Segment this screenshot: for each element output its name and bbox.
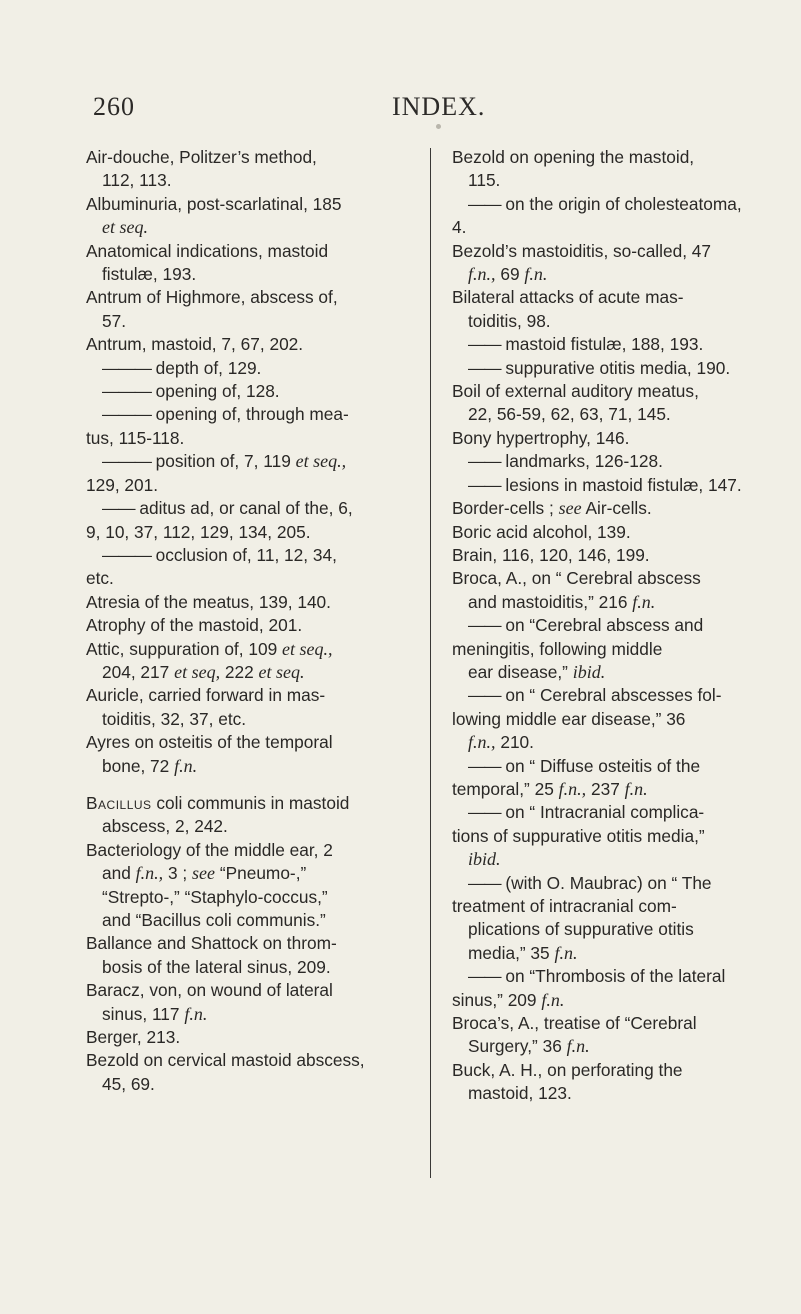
index-entry: Bezold’s mastoiditis, so-called, 47 f.n., 69 f.n. (452, 240, 712, 285)
index-subentry: —— aditus ad, or canal of the, 6, (102, 498, 353, 519)
index-entry: Bacteriology of the middle ear, 2 and f.n., 3 ; see “Pneumo-,” “Strepto-,” “Staphylo-coccus,” and “Bacillus coli communis.” (86, 839, 333, 930)
page-header (0, 92, 801, 128)
index-subentry-continuation: sinus,” 209 f.n. (452, 989, 565, 1010)
index-subentry: —— on “ Cerebral abscesses fol- (468, 685, 722, 706)
index-subentry: —— on “ Intracranial complica- (468, 802, 705, 823)
index-entry: Boric acid alcohol, 139. (452, 521, 631, 542)
index-subentry: —— on the origin of cholesteatoma, (468, 193, 742, 214)
index-subentry: ——— depth of, 129. (102, 357, 262, 378)
index-entry: Broca, A., on “ Cerebral abscess and mastoiditis,” 216 f.n. (452, 568, 701, 612)
index-entry: Bacillus coli communis in mastoid abscess, 2, 242. (86, 792, 350, 837)
index-entry: Anatomical indications, mastoid fistulæ, 193. (86, 240, 329, 285)
index-subentry-continuation: etc. (86, 568, 114, 589)
index-entry: Broca’s, A., treatise of “Cerebral Surgery,” 36 f.n. (452, 1013, 697, 1057)
index-subentry-continuation: 129, 201. (86, 474, 159, 495)
index-entry: Boil of external auditory meatus, 22, 56-59, 62, 63, 71, 145. (452, 381, 699, 425)
index-entry: Antrum, mastoid, 7, 67, 202. (86, 334, 304, 355)
running-head: INDEX. (392, 92, 486, 121)
index-entry: Berger, 213. (86, 1027, 181, 1048)
index-entry: Bony hypertrophy, 146. (452, 427, 630, 448)
index-subentry: —— lesions in mastoid fistulæ, 147. (468, 474, 742, 495)
index-entry: Ayres on osteitis of the temporal bone, 72 f.n. (86, 732, 333, 776)
index-entry: Ballance and Shattock on throm- bosis of the lateral sinus, 209. (86, 933, 337, 977)
index-subentry: —— mastoid fistulæ, 188, 193. (468, 334, 704, 355)
index-entry: Auricle, carried forward in mas- toiditis, 32, 37, etc. (86, 685, 326, 729)
index-entry: Border-cells ; see Air-cells. (452, 498, 652, 519)
index-subentry: —— suppurative otitis media, 190. (468, 357, 731, 378)
index-entry: Baracz, von, on wound of lateral sinus, 117 f.n. (86, 980, 333, 1024)
index-entry: Atrophy of the mastoid, 201. (86, 615, 303, 636)
index-subentry-continuation: meningitis, following middle ear disease,” ibid. (452, 638, 663, 682)
index-subentry: —— landmarks, 126-128. (468, 451, 663, 472)
index-entry: Atresia of the meatus, 139, 140. (86, 591, 331, 612)
index-subentry-continuation: temporal,” 25 f.n., 237 f.n. (452, 778, 648, 799)
index-subentry: —— (with O. Maubrac) on “ The (468, 872, 712, 893)
index-subentry: —— on “Cerebral abscess and (468, 615, 704, 636)
index-subentry-continuation: tions of suppurative otitis media,” ibid. (452, 825, 705, 870)
index-entry: Bezold on opening the mastoid, 115. (452, 147, 695, 191)
index-entry: Buck, A. H., on perforating the mastoid, 123. (452, 1059, 683, 1104)
index-subentry: ——— opening of, 128. (102, 381, 280, 402)
index-subentry-continuation: 9, 10, 37, 112, 129, 134, 205. (86, 521, 311, 542)
index-subentry: —— on “ Diffuse osteitis of the (468, 755, 701, 776)
index-entry: Air-douche, Politzer’s method, 112, 113. (86, 147, 317, 191)
index-entry: Antrum of Highmore, abscess of, 57. (86, 287, 338, 331)
column-divider (430, 148, 431, 1178)
index-column-right (452, 146, 792, 1106)
index-entry: Albuminuria, post-scarlatinal, 185 et seq. (86, 193, 342, 238)
index-entry: Brain, 116, 120, 146, 199. (452, 544, 650, 565)
index-subentry: ——— position of, 7, 119 et seq., (102, 451, 347, 472)
index-subentry-continuation: 4. (452, 217, 467, 238)
paper-spot (436, 124, 441, 129)
index-column-left (86, 146, 422, 1096)
index-subentry-continuation: lowing middle ear disease,” 36 f.n., 210. (452, 708, 686, 753)
index-subentry: ——— occlusion of, 11, 12, 34, (102, 544, 337, 565)
index-entry: Bilateral attacks of acute mas- toiditis, 98. (452, 287, 684, 331)
index-subentry: ——— opening of, through mea- (102, 404, 349, 425)
page-number: 260 (93, 92, 135, 121)
index-subentry: —— on “Thrombosis of the lateral (468, 966, 726, 987)
index-entry: Attic, suppuration of, 109 et seq., 204, 217 et seq, 222 et seq. (86, 638, 333, 682)
index-subentry-continuation: treatment of intracranial com- plications of suppurative otitis media,” 35 f.n. (452, 896, 694, 963)
index-entry: Bezold on cervical mastoid abscess, 45, 69. (86, 1050, 365, 1094)
index-subentry-continuation: tus, 115-118. (86, 427, 185, 448)
